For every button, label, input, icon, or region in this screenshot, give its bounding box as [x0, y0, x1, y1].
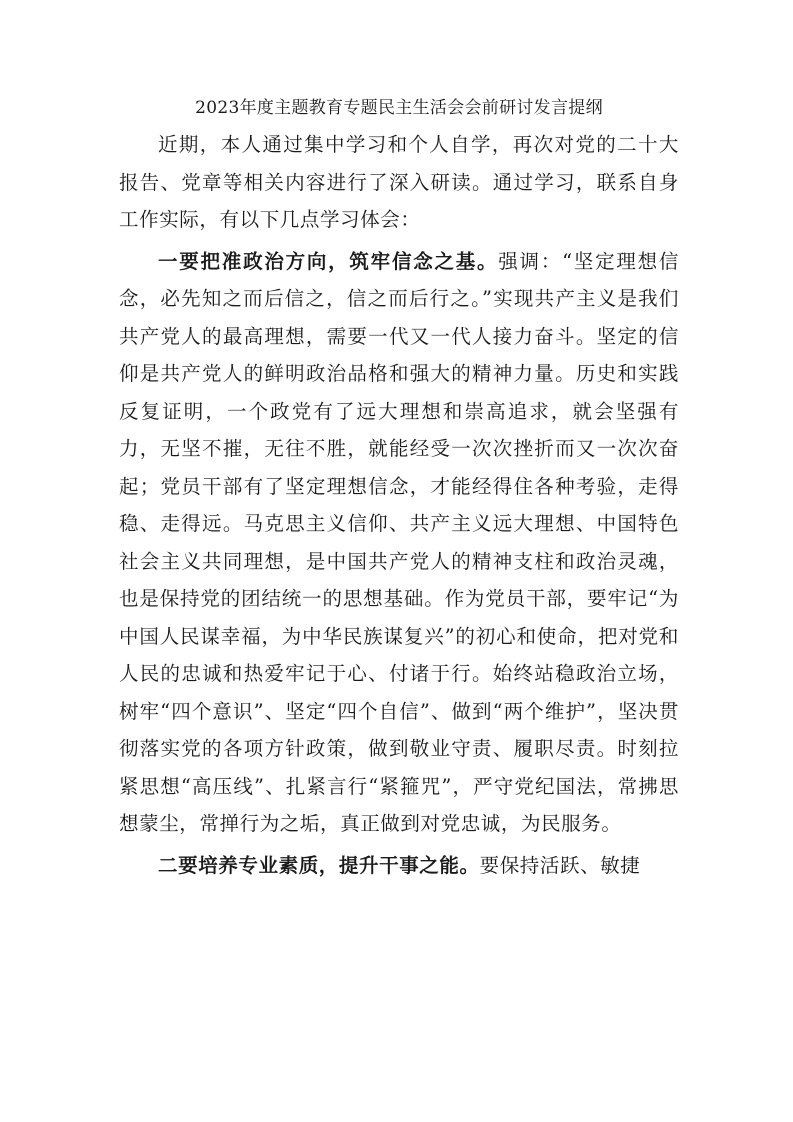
document-page — [119, 96, 679, 884]
section-2-paragraph — [119, 847, 679, 885]
section-2-body: 要保持活跃、敏捷 — [479, 853, 641, 877]
document-title: 2023年度主题教育专题民主生活会会前研讨发言提纲 — [195, 98, 603, 118]
section-1-body: 强调：“坚定理想信念，必先知之而后信之，信之而后行之。”实现共产主义是我们共产党人的最高理想，需要一代又一代人接力奋斗。坚定的信仰是共产党人的鲜明政治品格和强大的精神力量。历史和实践反复证明，一个政党有了远大理想和崇高追求，就会坚强有力，无坚不摧，无往不胜，就能经受一次次挫折而又一次次奋起；党员干部有了坚定理想信念，才能经得住各种考验，走得稳、走得远。马克思主义信仰、共产主义远大理想、中国特色社会主义共同理想，是中国共产党人的精神支柱和政治灵魂，也是保持党的团结统一的思想基础。作为党员干部，要牢记“为中国人民谋幸福，为中华民族谋复兴”的初心和使命，把对党和人民的忠诚和热爱牢记于心、付诸于行。始终站稳政治立场，树牢“四个意识”、坚定“四个自信”、做到“两个维护”，坚决贯彻落实党的各项方针政策，做到敬业守责、履职尽责。时刻拉紧思想“高压线”、扎紧言行“紧箍咒”，严守党纪国法，常拂思想蒙尘，常掸行为之垢，真正做到对党忠诚，为民服务。 — [119, 249, 679, 835]
intro-paragraph: 近期，本人通过集中学习和个人自学，再次对党的二十大报告、党章等相关内容进行了深入研读。通过学习，联系自身工作实际，有以下几点学习体会： — [119, 133, 679, 231]
section-2-heading: 二要培养专业素质，提升干事之能。 — [158, 853, 480, 877]
section-1-heading: 一要把准政治方向，筑牢信念之基。 — [158, 249, 499, 273]
section-1-paragraph — [119, 243, 679, 843]
